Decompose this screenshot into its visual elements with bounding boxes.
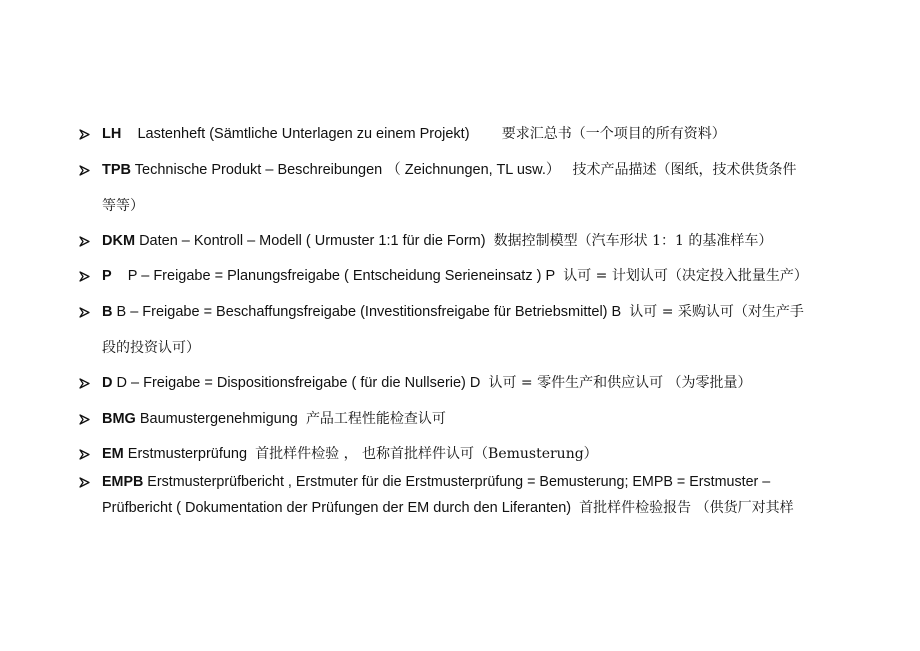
arrow-bullet-icon bbox=[78, 231, 92, 251]
list-item-line bbox=[102, 124, 726, 144]
term-abbreviation: EM bbox=[102, 446, 124, 462]
term-german: Lastenheft (Sämtliche Unterlagen zu einem Projekt) bbox=[137, 126, 470, 142]
term-chinese-continuation: 段的投资认可） bbox=[102, 340, 200, 356]
list-item-line bbox=[102, 373, 752, 393]
term-german: D – Freigabe = Dispositionsfreigabe ( für die Nullserie) D bbox=[116, 375, 481, 391]
term-german: Baumustergenehmigung bbox=[139, 411, 298, 427]
arrow-bullet-icon bbox=[78, 472, 92, 492]
term-german: P – Freigabe = Planungsfreigabe ( Entscheidung Serieneinsatz ) P bbox=[127, 268, 556, 284]
term-abbreviation: TPB bbox=[102, 162, 131, 178]
term-german: Daten – Kontroll – Modell ( Urmuster 1:1 für die Form) bbox=[139, 233, 486, 249]
term-german: B – Freigabe = Beschaffungsfreigabe (Investitionsfreigabe für Betriebsmittel) B bbox=[116, 304, 622, 320]
arrow-bullet-icon bbox=[78, 266, 92, 286]
term-german: Technische Produkt – Beschreibungen （ Zeichnungen, TL usw.） bbox=[134, 162, 561, 178]
list-item-line bbox=[102, 231, 772, 251]
term-chinese: 数据控制模型（汽车形状 1：1 的基准样车） bbox=[493, 233, 773, 249]
term-chinese: 首批样件检验报告 （供货厂对其样 bbox=[579, 500, 794, 516]
arrow-bullet-icon bbox=[78, 302, 92, 322]
term-chinese: 技术产品描述（图纸，技术供货条件 bbox=[572, 162, 797, 178]
list-item-line bbox=[102, 266, 808, 286]
list-item-line bbox=[102, 409, 446, 429]
term-abbreviation: LH bbox=[102, 126, 122, 142]
term-abbreviation: B bbox=[102, 304, 113, 320]
term-abbreviation: DKM bbox=[102, 233, 136, 249]
term-chinese: 认可 = 计划认可（决定投入批量生产） bbox=[563, 268, 808, 284]
term-continuation-line bbox=[102, 498, 794, 518]
term-abbreviation: P bbox=[102, 268, 112, 284]
arrow-bullet-icon bbox=[78, 160, 92, 180]
list-item-line bbox=[102, 160, 796, 180]
term-german: Erstmusterprüfbericht , Erstmuter für die Erstmusterprüfung = Bemusterung; EMPB = Erstmuster – bbox=[147, 474, 771, 490]
list-item-line bbox=[102, 302, 804, 322]
arrow-bullet-icon bbox=[78, 444, 92, 464]
term-german-continuation: Prüfbericht ( Dokumentation der Prüfungen der EM durch den Liferanten) bbox=[102, 500, 572, 516]
term-chinese: 认可 = 采购认可（对生产手 bbox=[629, 304, 804, 320]
term-chinese: 认可 = 零件生产和供应认可 （为零批量） bbox=[488, 375, 752, 391]
term-german: Erstmusterprüfung bbox=[127, 446, 248, 462]
arrow-bullet-icon bbox=[78, 409, 92, 429]
arrow-bullet-icon bbox=[78, 124, 92, 144]
list-item-line bbox=[102, 472, 770, 492]
term-abbreviation: D bbox=[102, 375, 113, 391]
list-item-line bbox=[102, 444, 598, 464]
arrow-bullet-icon bbox=[78, 373, 92, 393]
term-chinese: 要求汇总书（一个项目的所有资料） bbox=[501, 126, 726, 142]
term-abbreviation: EMPB bbox=[102, 474, 144, 490]
term-chinese: 产品工程性能检查认可 bbox=[305, 411, 446, 427]
term-abbreviation: BMG bbox=[102, 411, 136, 427]
term-chinese-continuation: 等等） bbox=[102, 198, 144, 214]
term-chinese: 首批样件检验 ， 也称首批样件认可（Bemusterung） bbox=[255, 446, 598, 462]
